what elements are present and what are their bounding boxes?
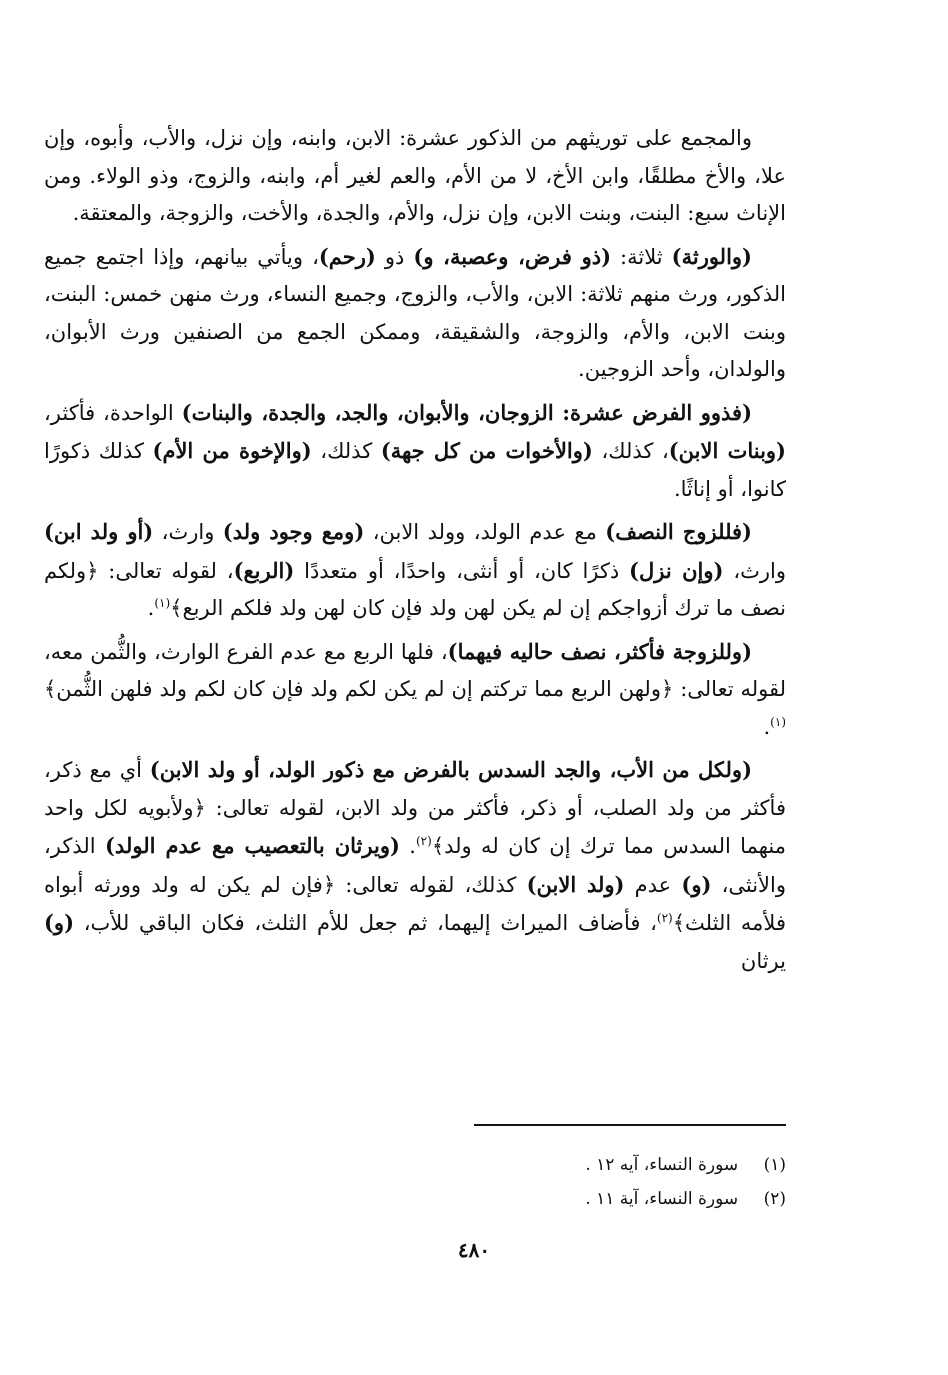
text-run: وارث، [153, 520, 223, 544]
bold-term: (وللزوجة فأكثر، نصف حاليه فيهما) [447, 638, 753, 664]
footnote-reference: (٢) [415, 834, 432, 848]
text-run: ذكرًا كان، أو أنثى، واحدًا، أو متعددًا [294, 558, 630, 583]
footnote-2 [286, 1182, 786, 1216]
footnote-number: (١) [763, 1155, 786, 1175]
bold-term: (وإن نزل) [629, 557, 724, 583]
paragraph-3 [44, 394, 786, 509]
text-run: كذلك، لقوله تعالى: ﴿فإن لم يكن له ولد وورثه أبواه فلأمه الثلث﴾ [44, 872, 786, 935]
footnote-separator [474, 1124, 786, 1126]
bold-term: (ومع وجود ولد) [222, 519, 365, 544]
bold-term: (و) [681, 871, 712, 897]
text-run: عدم [624, 872, 682, 897]
paragraph-6 [44, 751, 786, 980]
paragraph-2 [44, 238, 786, 389]
paragraph-1 [44, 120, 786, 233]
text-run: الذكر، والأنثى، [44, 834, 786, 897]
bold-term: (والورثة) [671, 243, 752, 269]
footnote-reference: (١) [770, 714, 786, 729]
footnote-1 [286, 1148, 786, 1182]
text-run: أي مع ذكر، فأكثر من ولد الصلب، أو ذكر، فأكثر من ولد الابن، لقوله تعالى: ﴿ولأبويه لكل واحد منهما السدس مما ترك إن كان له ولد﴾ [44, 758, 786, 858]
footnotes [286, 1148, 786, 1216]
footnote-text: سورة النساء، آيه ١٢ . [585, 1155, 739, 1175]
paragraph-4 [44, 513, 786, 628]
text-run: الواحدة، فأكثر، [44, 400, 182, 425]
bold-term: (فللزوج النصف) [605, 519, 752, 544]
text-run: . [763, 714, 771, 739]
footnote-number: (٢) [763, 1189, 786, 1209]
text-run: يرثان [740, 948, 786, 973]
text-run: ، لقوله تعالى: ﴿ولكم نصف ما ترك أزواجكم إن لم يكن لهن ولد فإن كان لهن ولد فلكم الربع﴾ [44, 558, 786, 620]
bold-term: (و) [44, 910, 75, 935]
bold-term: (ويرثان بالتعصيب مع عدم الولد) [105, 833, 400, 858]
text-run: ، ويأتي بيانهم، وإذا اجتمع جميع الذكور، ورث منهم ثلاثة: الابن، والأب، والزوج، وجميع النساء، ورث منهن خمس: البنت، وبنت الابن، والأم، والزوجة، والشقيقة، وممكن الجمع من الصنفين ورث الأبوان، والولدان، وأحد الزوجين. [44, 244, 786, 381]
paragraph-5 [44, 633, 786, 747]
bold-term: (ولد الابن) [526, 871, 625, 897]
text-run: . [147, 596, 155, 620]
bold-term: (ولكل من الأب، والجد السدس بالفرض مع ذكور الولد، أو ولد الابن) [149, 757, 753, 782]
text-run: ، فلها الربع مع عدم الفرع الوارث، والثُّمن معه، لقوله تعالى: ﴿ولهن الربع مما تركتم إن لم يكن لكم ولد فإن كان لكم ولد فلهن الثُّمن﴾ [44, 639, 786, 701]
bold-term: (رحم) [318, 243, 376, 269]
text-run: كذلك، [311, 439, 381, 463]
bold-term: (والإخوة من الأم) [152, 438, 312, 463]
bold-term: (والأخوات من كل جهة) [380, 438, 593, 463]
bold-term: (الربع) [233, 557, 295, 583]
page-number: ٤٨٠ [457, 1238, 491, 1262]
footnote-reference: (٢) [656, 911, 673, 925]
text-run: والمجمع على توريثهم من الذكور عشرة: الابن، وابنه، وإن نزل، والأب، وأبوه، وإن علا، والأخ مطلقًا، وابن الأخ، لا من الأم، والعم لغير أم، وابنه، والزوج، وذو الولاء. ومن الإناث سبع: البنت، وبنت الابن، وإن نزل، والأم، والجدة، والأخت، والزوجة، والمعتقة. [44, 126, 786, 225]
text-run: وارث، [723, 558, 786, 583]
footnote-text: سورة النساء، آية ١١ . [585, 1189, 739, 1209]
text-run: كذلك ذكورًا كانوا، أو إناثًا. [44, 439, 786, 501]
bold-term: (أو ولد ابن) [44, 519, 154, 544]
bold-term: (وبنات الابن) [668, 438, 786, 463]
text-run: ، كذلك، [592, 439, 669, 463]
text-run: . [399, 834, 416, 858]
text-run: ثلاثة: [611, 244, 672, 269]
main-text [44, 120, 786, 980]
text-run: مع عدم الولد، وولد الابن، [364, 520, 606, 544]
bold-term: (ذو فرض، وعصبة، و) [413, 243, 612, 269]
text-run: ، فأضاف الميراث إليهما، ثم جعل للأم الثلث، فكان الباقي للأب، [74, 911, 657, 935]
footnote-reference: (١) [154, 596, 171, 610]
bold-term: (فذوو الفرض عشرة: الزوجان، والأبوان، والجد، والجدة، والبنات) [181, 399, 753, 425]
text-run: ذو [375, 244, 414, 269]
